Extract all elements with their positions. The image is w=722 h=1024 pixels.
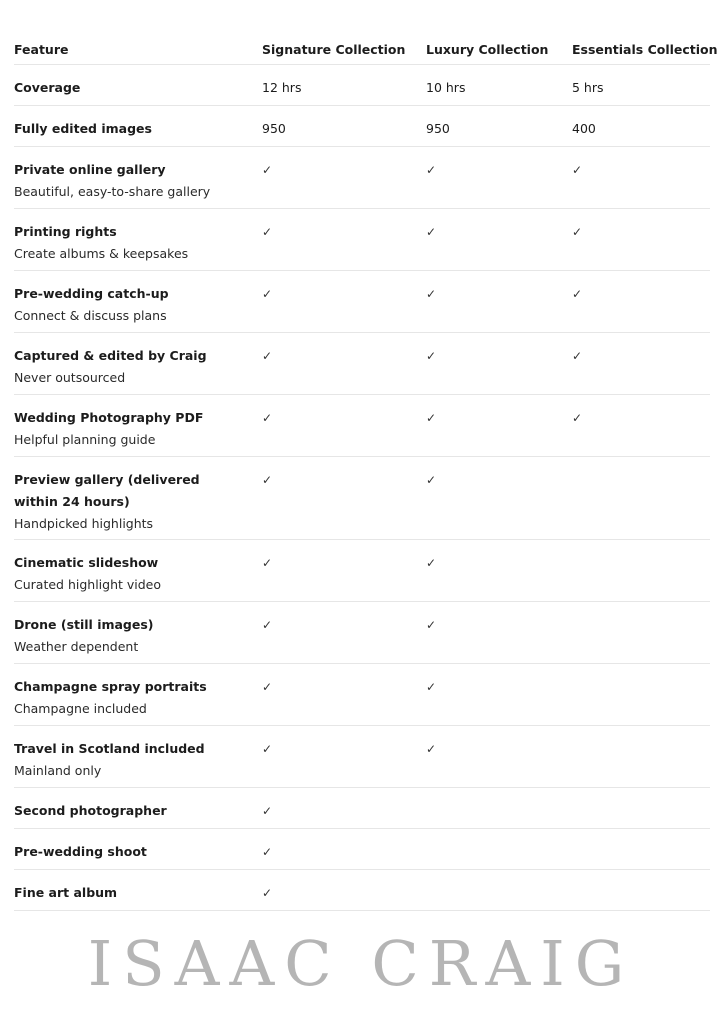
feature-name: Printing rights	[14, 224, 117, 239]
table-row	[14, 65, 710, 106]
feature-cell	[14, 800, 238, 822]
checkmark-icon: ✓	[426, 556, 437, 570]
column-header-signature: Signature Collection	[262, 42, 406, 57]
value-cell: 400	[572, 121, 596, 136]
checkmark-icon: ✓	[572, 349, 583, 363]
feature-cell	[14, 882, 238, 904]
table-body	[14, 65, 710, 911]
checkmark-icon: ✓	[262, 225, 273, 239]
checkmark-icon: ✓	[426, 349, 437, 363]
feature-description: Mainland only	[14, 763, 102, 778]
table-row	[14, 540, 710, 602]
checkmark-icon: ✓	[262, 473, 273, 487]
table-row	[14, 395, 710, 457]
feature-cell	[14, 407, 238, 451]
checkmark-icon: ✓	[262, 742, 273, 756]
feature-cell	[14, 283, 238, 327]
checkmark-icon: ✓	[426, 680, 437, 694]
table-row	[14, 602, 710, 664]
feature-name: Drone (still images)	[14, 617, 154, 632]
value-cell: 10 hrs	[426, 80, 466, 95]
table-row	[14, 271, 710, 333]
feature-cell	[14, 345, 238, 389]
value-cell: 5 hrs	[572, 80, 604, 95]
feature-name: Preview gallery (delivered within 24 hours)	[14, 472, 200, 509]
feature-name: Wedding Photography PDF	[14, 410, 204, 425]
checkmark-icon: ✓	[262, 287, 273, 301]
feature-description: Champagne included	[14, 701, 147, 716]
feature-name: Cinematic slideshow	[14, 555, 159, 570]
table-row	[14, 870, 710, 911]
feature-cell	[14, 841, 238, 863]
feature-cell	[14, 738, 238, 782]
table-header-row	[14, 31, 718, 65]
checkmark-icon: ✓	[426, 225, 437, 239]
checkmark-icon: ✓	[426, 287, 437, 301]
feature-name: Pre-wedding catch-up	[14, 286, 169, 301]
feature-name: Travel in Scotland included	[14, 741, 205, 756]
feature-description: Handpicked highlights	[14, 516, 154, 531]
feature-description: Helpful planning guide	[14, 432, 156, 447]
feature-cell	[14, 159, 238, 203]
checkmark-icon: ✓	[572, 287, 583, 301]
feature-description: Connect & discuss plans	[14, 308, 167, 323]
table-row	[14, 829, 710, 870]
feature-cell	[14, 614, 238, 658]
feature-description: Never outsourced	[14, 370, 126, 385]
checkmark-icon: ✓	[262, 845, 273, 859]
comparison-table	[14, 31, 718, 911]
checkmark-icon: ✓	[262, 163, 273, 177]
feature-name: Coverage	[14, 80, 81, 95]
column-header-essentials: Essentials Collection	[572, 42, 718, 57]
value-cell: 950	[262, 121, 286, 136]
checkmark-icon: ✓	[426, 742, 437, 756]
feature-cell	[14, 77, 238, 99]
checkmark-icon: ✓	[572, 163, 583, 177]
feature-cell	[14, 469, 238, 535]
feature-name: Captured & edited by Craig	[14, 348, 207, 363]
value-cell: 950	[426, 121, 450, 136]
value-cell: 12 hrs	[262, 80, 302, 95]
column-header-luxury: Luxury Collection	[426, 42, 549, 57]
checkmark-icon: ✓	[572, 411, 583, 425]
table-row	[14, 209, 710, 271]
feature-name: Champagne spray portraits	[14, 679, 207, 694]
checkmark-icon: ✓	[572, 225, 583, 239]
feature-cell	[14, 221, 238, 265]
checkmark-icon: ✓	[262, 411, 273, 425]
feature-name: Fully edited images	[14, 121, 152, 136]
checkmark-icon: ✓	[262, 804, 273, 818]
feature-description: Weather dependent	[14, 639, 139, 654]
table-row	[14, 726, 710, 788]
table-row	[14, 106, 710, 147]
feature-cell	[14, 676, 238, 720]
checkmark-icon: ✓	[262, 556, 273, 570]
checkmark-icon: ✓	[262, 886, 273, 900]
isaac-craig-watermark-logo: ISAAC CRAIG	[87, 927, 635, 1000]
feature-description: Beautiful, easy-to-share gallery	[14, 184, 211, 199]
feature-name: Second photographer	[14, 803, 167, 818]
checkmark-icon: ✓	[262, 349, 273, 363]
table-row	[14, 147, 710, 209]
feature-description: Curated highlight video	[14, 577, 162, 592]
table-row	[14, 457, 710, 540]
feature-name: Private online gallery	[14, 162, 166, 177]
checkmark-icon: ✓	[426, 618, 437, 632]
checkmark-icon: ✓	[426, 411, 437, 425]
checkmark-icon: ✓	[426, 163, 437, 177]
checkmark-icon: ✓	[262, 618, 273, 632]
column-header-feature: Feature	[14, 42, 69, 57]
feature-name: Fine art album	[14, 885, 118, 900]
table-row	[14, 788, 710, 829]
table-row	[14, 664, 710, 726]
checkmark-icon: ✓	[426, 473, 437, 487]
feature-description: Create albums & keepsakes	[14, 246, 189, 261]
feature-cell	[14, 552, 238, 596]
checkmark-icon: ✓	[262, 680, 273, 694]
feature-cell	[14, 118, 238, 140]
table-row	[14, 333, 710, 395]
feature-name: Pre-wedding shoot	[14, 844, 147, 859]
